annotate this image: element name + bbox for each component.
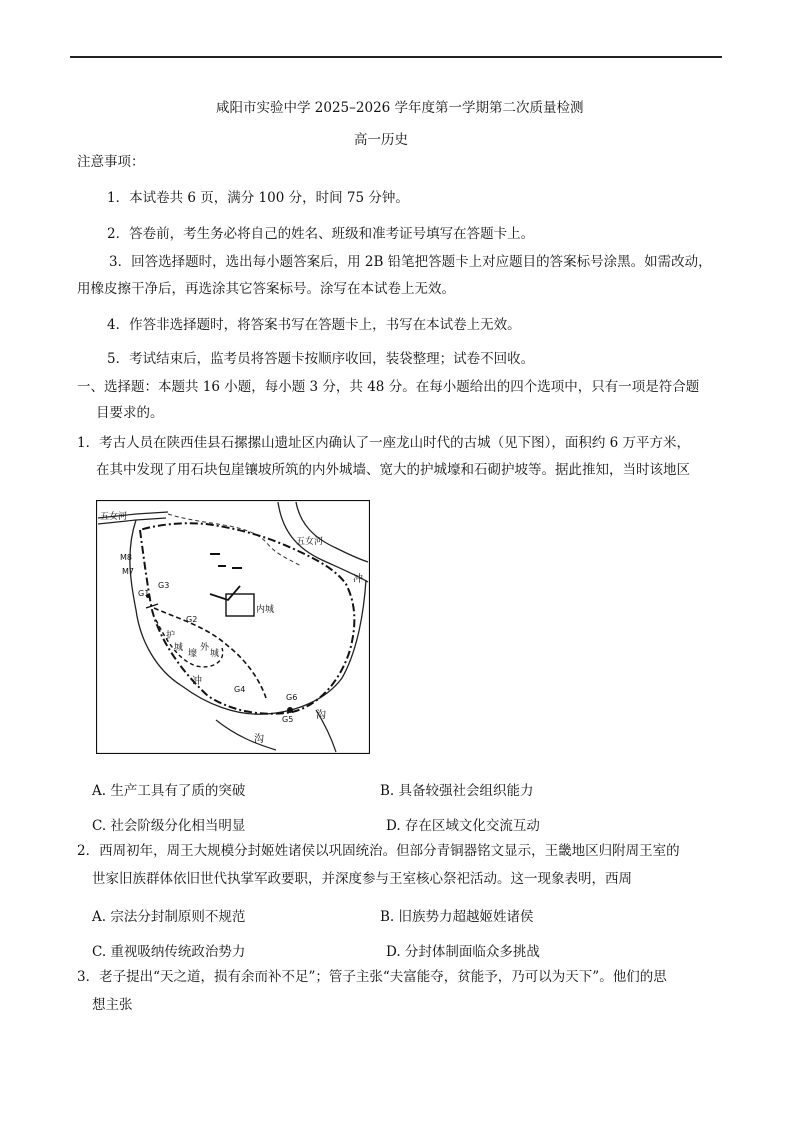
question-2-cont: 世家旧族群体依旧世代执掌军政要职，并深度参与王室核心祭祀活动。这一现象表明，西周: [92, 871, 632, 887]
map-label-hu: 护: [166, 631, 176, 641]
notice-heading: 注意事项：: [77, 154, 145, 170]
map-label-m7: M7: [122, 567, 134, 576]
question-text: 老子提出“天之道，损有余而补不足”；管子主张“夫富能夺，贫能予，乃可以为天下”。他们的思: [99, 969, 667, 985]
question-text: 西周初年，周王大规模分封姬姓诸侯以巩固统治。但部分青铜器铭文显示，王畿地区归附周王室的: [99, 843, 680, 859]
q1-option-d[interactable]: D. 存在区域文化交流互动: [386, 818, 540, 834]
notice-item-4: 4．作答非选择题时，将答案书写在答题卡上，书写在本试卷上无效。: [107, 317, 521, 333]
map-label-g1: G1: [138, 589, 150, 598]
map-label-g6: G6: [286, 693, 298, 702]
notice-text: 答卷前，考生务必将自己的姓名、班级和准考证号填写在答题卡上。: [129, 226, 535, 242]
q2-option-d[interactable]: D. 分封体制面临众多挑战: [386, 944, 540, 960]
question-num: 1．: [77, 435, 100, 451]
map-label-chong-right: 冲: [353, 574, 363, 585]
notice-text: 回答选择题时，选出每小题答案后，用 2B 铅笔把答题卡上对应题目的答案标号涂黑。如需改动，: [131, 254, 712, 270]
notice-item-3: 3．回答选择题时，选出每小题答案后，用 2B 铅笔把答题卡上对应题目的答案标号涂黑。如需改动，: [109, 254, 712, 270]
notice-text: 作答非选择题时，将答案书写在答题卡上，书写在本试卷上无效。: [129, 317, 521, 333]
notice-num: 2: [107, 226, 116, 242]
notice-text: 考试结束后，监考员将答题卡按顺序收回，装袋整理；试卷不回收。: [129, 351, 535, 367]
question-1-cont: 在其中发现了用石块包崖镶坡所筑的内外城墙、宽大的护城壕和石砌护坡等。据此推知，当时该地区: [96, 462, 690, 478]
q2-option-c[interactable]: C. 重视吸纳传统政治势力: [92, 944, 246, 960]
q1-option-b[interactable]: B. 具备较强社会组织能力: [380, 783, 534, 799]
map-label-hao: 壕: [188, 649, 198, 659]
header-rule: [70, 56, 722, 58]
notice-num: 4: [107, 317, 116, 333]
notice-text: 本试卷共 6 页，满分 100 分，时间 75 分钟。: [129, 190, 409, 206]
map-label-gou-right: 沟: [316, 710, 326, 721]
notice-item-5: 5．考试结束后，监考员将答题卡按顺序收回，装袋整理；试卷不回收。: [107, 351, 535, 367]
map-label-river-right: 五女河: [296, 537, 324, 547]
map-label-cheng: 城: [174, 643, 184, 653]
map-label-inner-city: 内城: [256, 605, 275, 615]
question-text: 考古人员在陕西佳县石摞摞山遗址区内确认了一座龙山时代的古城（见下图），面积约 6 万平方米，: [99, 435, 691, 451]
map-label-g3: G3: [158, 581, 170, 590]
section-heading-cont: 目要求的。: [96, 405, 164, 421]
q1-option-c[interactable]: C. 社会阶级分化相当明显: [92, 818, 246, 834]
map-label-wai: 外: [200, 643, 210, 653]
notice-num: 1: [107, 190, 116, 206]
notice-num: 5: [107, 351, 116, 367]
subject-title: 高一历史: [354, 132, 408, 148]
ancient-city-map: [96, 500, 370, 754]
q1-option-a[interactable]: A. 生产工具有了质的突破: [92, 783, 246, 799]
notice-num: 3: [109, 254, 118, 270]
question-3-cont: 想主张: [92, 997, 133, 1013]
map-label-g4: G4: [234, 685, 246, 694]
notice-item-2: 2．答卷前，考生务必将自己的姓名、班级和准考证号填写在答题卡上。: [107, 226, 535, 242]
q2-option-a[interactable]: A. 宗法分封制原则不规范: [92, 909, 246, 925]
notice-item-1: 1．本试卷共 6 页，满分 100 分，时间 75 分钟。: [107, 190, 409, 206]
notice-item-3-cont: 用橡皮擦干净后，再选涂其它答案标号。涂写在本试卷上无效。: [77, 281, 455, 297]
map-label-river-top: 五女河: [100, 512, 128, 522]
question-2: [77, 841, 680, 861]
question-num: 3．: [77, 969, 100, 985]
section-heading: 一、选择题：本题共 16 小题，每小题 3 分，共 48 分。在每小题给出的四个选项中，只有一项是符合题: [77, 379, 700, 395]
map-label-m8: M8: [120, 553, 132, 562]
question-num: 2．: [77, 843, 100, 859]
question-1: [77, 433, 690, 453]
q2-option-b[interactable]: B. 旧族势力超越姬姓诸侯: [380, 909, 534, 925]
map-label-g2: G2: [186, 615, 198, 624]
map-label-cheng2: 城: [210, 649, 220, 659]
map-label-gou-bottom: 沟: [254, 734, 264, 745]
question-3: [77, 967, 667, 987]
exam-title: 咸阳市实验中学 2025–2026 学年度第一学期第二次质量检测: [216, 100, 584, 116]
map-label-chong-left: 冲: [192, 676, 202, 687]
map-label-g5: G5: [282, 715, 294, 724]
